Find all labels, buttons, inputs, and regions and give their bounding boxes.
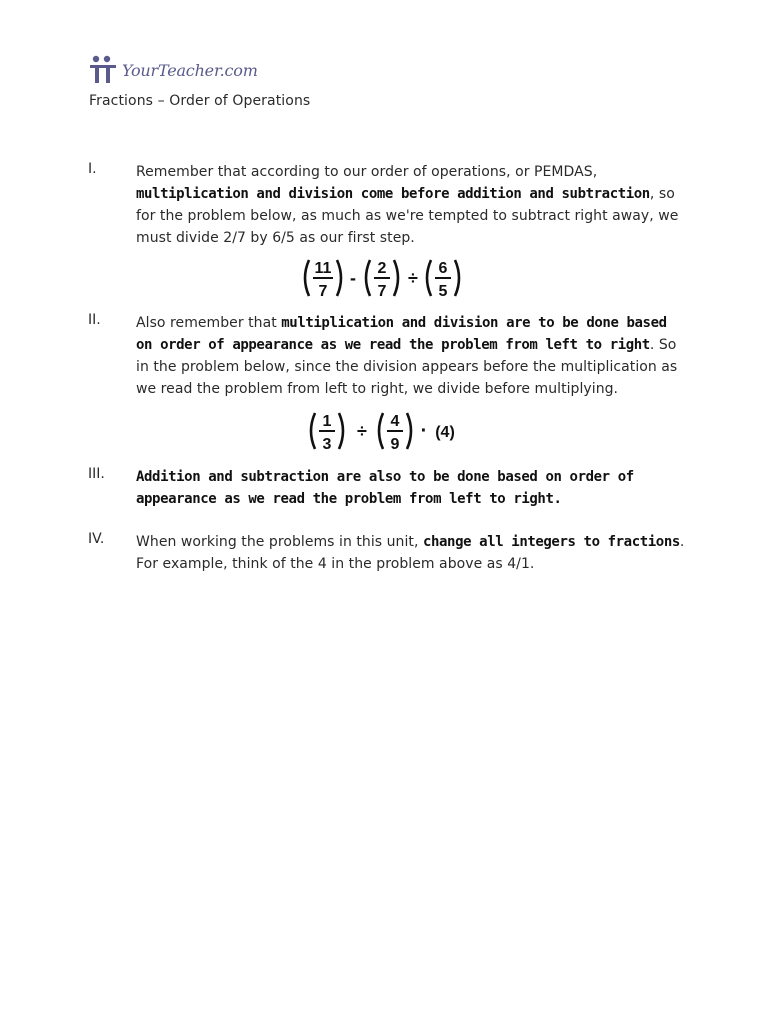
item-text: Also remember that multiplication and division are to be done based on order of appearance as we read the problem from left to right. So in the problem below, since the division appears before the multiplication as we read the problem from left to right, we divide before multiplying.: [136, 315, 678, 397]
list-item: [88, 466, 688, 510]
fraction-denominator: 3: [322, 436, 332, 453]
item-text: When working the problems in this unit, change all integers to fractions. For example, think of the 4 in the problem above as 4/1.: [136, 534, 685, 572]
fraction-denominator: 9: [390, 436, 400, 453]
fraction-numerator: 6: [438, 260, 448, 277]
logo-wordmark: YourTeacher.com: [122, 60, 258, 80]
integer-term: (4): [435, 424, 455, 441]
fraction-numerator: 4: [390, 413, 400, 430]
minus-operator: -: [350, 268, 356, 288]
emphasis-text: change all integers to fractions: [422, 534, 680, 550]
equation-division-subtraction: [300, 254, 470, 302]
teacher-figure-icon: [88, 55, 120, 85]
fraction-numerator: 11: [314, 260, 332, 277]
yourteacher-logo: [88, 54, 258, 86]
item-numeral: I.: [88, 161, 97, 177]
list-item: [88, 312, 688, 400]
item-text: [136, 466, 688, 510]
emphasis-text: multiplication and division come before addition and subtraction: [136, 186, 650, 202]
fraction-denominator: 7: [318, 283, 328, 300]
list-item: [88, 531, 688, 575]
fraction-denominator: 5: [438, 283, 448, 300]
emphasis-text: Addition and subtraction are also to be done based on order of appearance as we read the problem from left to right.: [136, 469, 634, 507]
item-numeral: IV.: [88, 531, 105, 547]
equation-division-multiplication: [300, 407, 470, 455]
item-text: Remember that according to our order of operations, or PEMDAS, multiplication and division come before addition and subtraction, so for the problem below, as much as we're tempted to subtract right away, we must divide 2/7 by 6/5 as our first step.: [136, 164, 679, 246]
divide-operator: ÷: [408, 268, 418, 288]
item-numeral: II.: [88, 312, 101, 328]
divide-operator: ÷: [357, 421, 367, 441]
page-title: Fractions – Order of Operations: [89, 93, 311, 109]
fraction-numerator: 1: [322, 413, 332, 430]
item-numeral: III.: [88, 466, 105, 482]
multiply-operator: ·: [420, 420, 428, 442]
emphasis-text: multiplication and division are to be done based on order of appearance as we read the problem from left to right: [136, 315, 667, 353]
list-item: [88, 161, 688, 249]
fraction-denominator: 7: [377, 283, 387, 300]
fraction-numerator: 2: [377, 260, 387, 277]
